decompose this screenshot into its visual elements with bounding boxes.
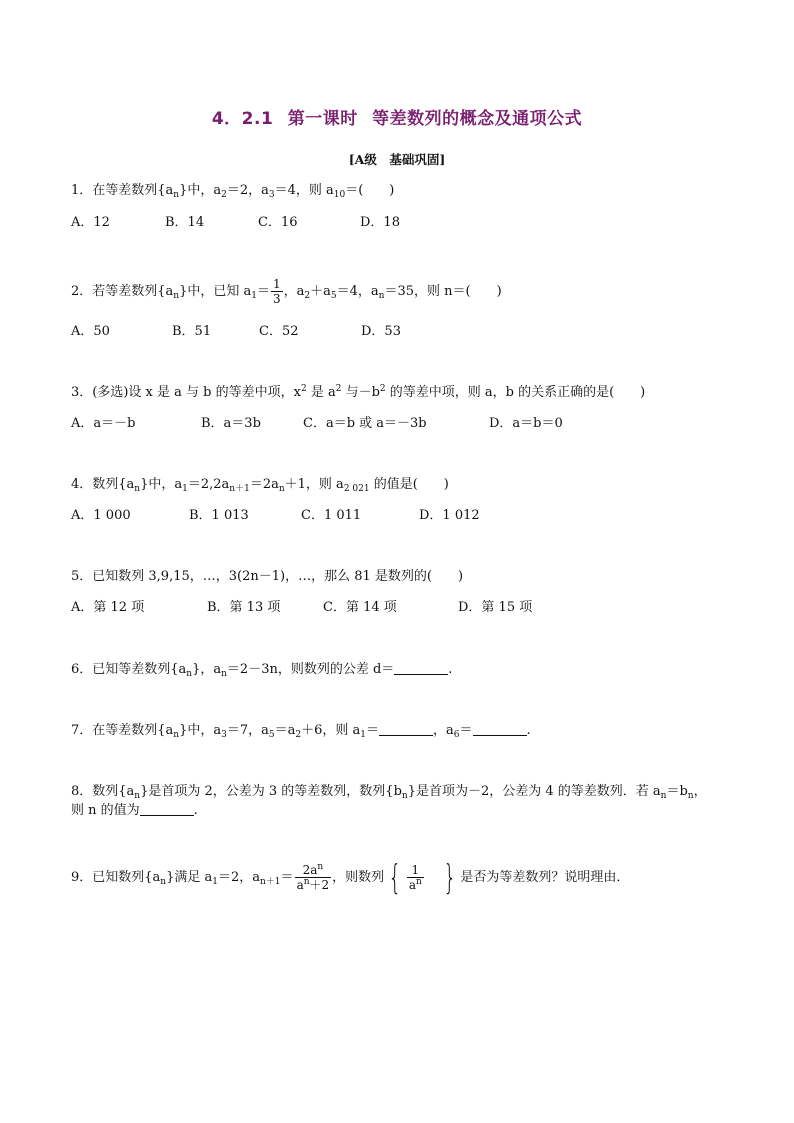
fraction-reciprocal: $\frac{1}{a^n}$ xyxy=(408,863,422,892)
title-number: 4．2.1 xyxy=(211,109,274,129)
right-brace: } xyxy=(443,857,457,898)
q4-option-d: D．1 012 xyxy=(419,508,480,523)
q5-option-a: A．第 12 项 xyxy=(71,600,145,615)
answer-blank xyxy=(140,803,194,816)
q4-option-c: C．1 011 xyxy=(301,508,362,523)
q2-option-b: B．51 xyxy=(172,324,212,339)
q4-option-b: B．1 013 xyxy=(189,508,249,523)
question-8: 8．数列$\{a_n\}$是首项为 2，公差为 3 的等差数列，数列$\{b_n\}$是首项为－2，公差为 4 的等差数列．若 $a_n=b_n$， xyxy=(71,784,707,801)
q3-option-d: D．a＝b＝0 xyxy=(489,416,563,431)
answer-blank xyxy=(473,723,527,736)
fraction-recurrence: $\frac{2a^n}{a^n+2}$ xyxy=(296,862,330,892)
q3-option-b: B．a＝3b xyxy=(201,416,261,431)
q1-option-a: A．12 xyxy=(71,215,110,230)
left-brace: { xyxy=(388,857,402,898)
question-7: 7．在等差数列$\{a_n\}$中，$a_3=7$，$a_5=a_2+6$，则 $a_1=$ ，$a_6=$ . xyxy=(71,723,531,740)
answer-blank xyxy=(379,723,433,736)
question-6: 6．已知等差数列$\{a_n\}$，$a_n=2-3n$，则数列的公差 d＝ . xyxy=(71,662,453,679)
q1-option-b: B．14 xyxy=(165,215,205,230)
q5-option-d: D．第 15 项 xyxy=(458,600,533,615)
question-4: 4．数列$\{a_n\}$中，$a_1=2,2a_{n+1}=2a_n+1$，则 $a_{2 021}$ 的值是( ) xyxy=(71,477,449,494)
q2-option-c: C．52 xyxy=(259,324,299,339)
question-3: 3．(多选)设 x 是 a 与 b 的等差中项，$x^2$ 是 $a^2$ 与$-b^2$ 的等差中项，则 a，b 的关系正确的是( ) xyxy=(71,384,646,400)
question-5: 5．已知数列 3,9,15，…，3(2n－1)，…，那么 81 是数列的( ) xyxy=(71,569,464,584)
question-2: 2．若等差数列$\{a_n\}$中，已知 $a_1=$ $\frac{1}{3}$ ，$a_2+a_5=4$，$a_n=35$，则 n＝( ) xyxy=(71,277,502,306)
section-level: [A级 基础巩固] xyxy=(348,152,446,167)
question-9: 9．已知数列$\{a_n\}$满足 $a_1=2$，$a_{n+1}=$ $\frac{2a^n}{a^n+2}$ ，则数列 { $\frac{1}{a^n}$ } 是否为等差数列？说明理由． xyxy=(71,857,630,898)
page-title xyxy=(0,104,794,129)
question-8-line-2: 则 n 的值为 . xyxy=(71,803,198,818)
q5-option-c: C．第 14 项 xyxy=(323,600,397,615)
q3-option-c: C．a＝b 或 a＝－3b xyxy=(303,416,427,431)
answer-blank xyxy=(394,662,448,675)
title-lesson: 第一课时 xyxy=(287,109,358,129)
q1-option-c: C．16 xyxy=(258,215,298,230)
question-1: 1．在等差数列$\{a_n\}$中，$a_2=2$，$a_3=4$，则 $a_{10}=$( ) xyxy=(71,183,395,200)
q2-option-a: A．50 xyxy=(71,324,110,339)
q1-option-d: D．18 xyxy=(360,215,400,230)
q2-option-d: D．53 xyxy=(361,324,401,339)
title-topic: 等差数列的概念及通项公式 xyxy=(372,109,583,129)
fraction-one-third: $\frac{1}{3}$ xyxy=(273,277,281,306)
q3-option-a: A．a＝－b xyxy=(71,416,136,431)
q4-option-a: A．1 000 xyxy=(71,508,131,523)
q5-option-b: B．第 13 项 xyxy=(207,600,281,615)
